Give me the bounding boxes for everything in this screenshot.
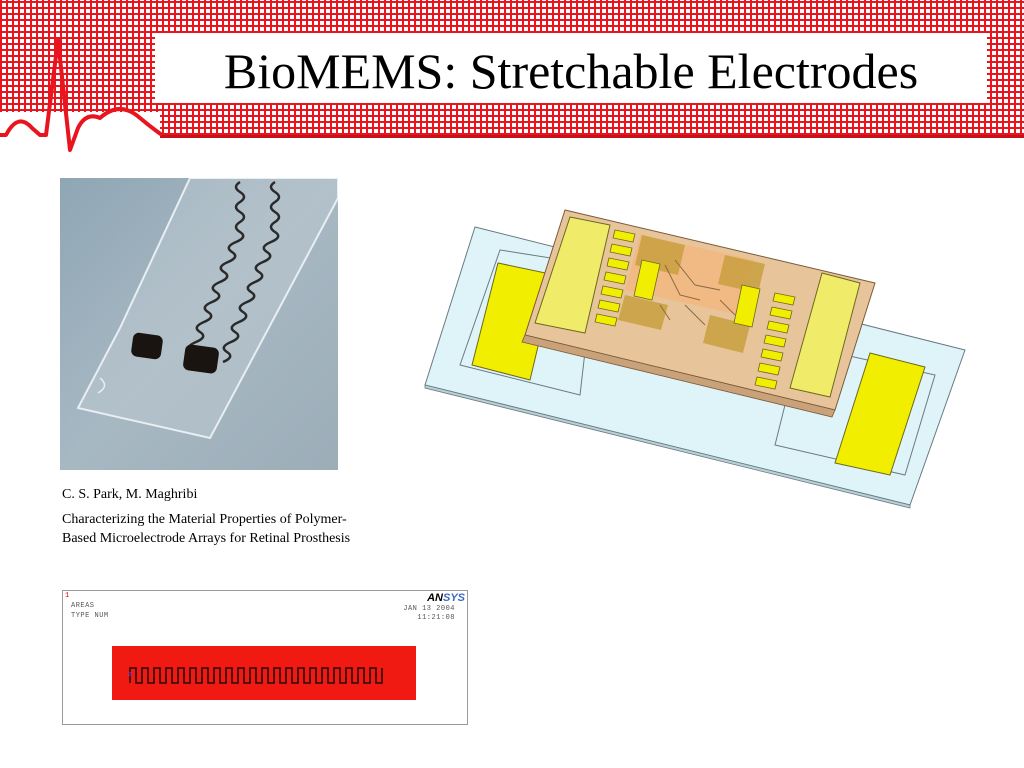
ansys-red-area bbox=[112, 646, 416, 700]
title-box bbox=[155, 33, 987, 103]
serpentine-trace bbox=[112, 646, 416, 700]
ansys-label-type: TYPE NUM bbox=[71, 612, 109, 620]
figure-number: 1 bbox=[65, 592, 70, 600]
ansys-logo: ANSYS bbox=[427, 592, 465, 604]
ansys-plot bbox=[62, 590, 468, 725]
ansys-label-areas: AREAS bbox=[71, 602, 95, 610]
caption-authors: C. S. Park, M. Maghribi bbox=[62, 487, 198, 502]
svg-text:z: z bbox=[128, 671, 133, 679]
electrode-photo bbox=[60, 178, 338, 470]
caption-paper-title: Characterizing the Material Properties of Polymer-Based Microelectrode Arrays for Retinal Prosthesis bbox=[62, 512, 351, 546]
ansys-time: 11:21:08 bbox=[417, 614, 455, 622]
page-title: BioMEMS: Stretchable Electrodes bbox=[223, 43, 919, 99]
ansys-date: JAN 13 2004 bbox=[403, 605, 455, 613]
chip-3d-render bbox=[420, 205, 970, 510]
